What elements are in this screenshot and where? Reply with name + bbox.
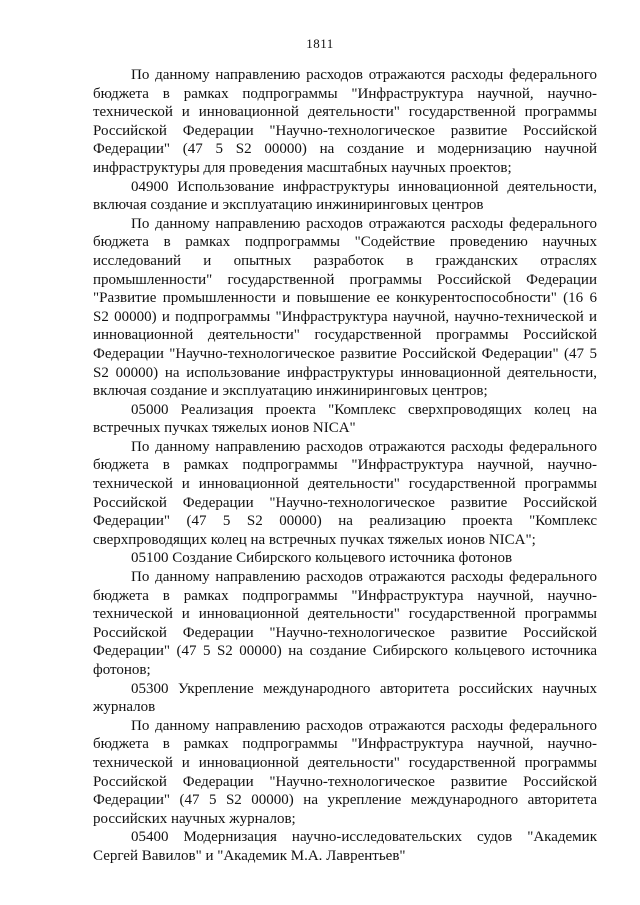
paragraph-description: По данному направлению расходов отражаются расходы федерального бюджета в рамках подпрограммы "Инфраструктура научной, научно-технической и инновационной деятельности" государственной программы Российской Федерации "Научно-технологическое развитие Российской Федерации" (47 5 S2 00000) на реализацию проекта "Комплекс сверхпроводящих колец на встречных пучках тяжелых ионов NICA"; <box>93 438 597 548</box>
paragraph-description: По данному направлению расходов отражаются расходы федерального бюджета в рамках подпрограммы "Инфраструктура научной, научно-технической и инновационной деятельности" государственной программы Российской Федерации "Научно-технологическое развитие Российской Федерации" (47 5 S2 00000) на создание Сибирского кольцевого источника фотонов; <box>93 569 597 678</box>
page-number: 1811 <box>306 36 334 51</box>
paragraph-heading-04900: 04900 Использование инфраструктуры инновационной деятельности, включая создание и эксплуатацию инжиниринговых центров <box>93 178 597 214</box>
paragraph-description: По данному направлению расходов отражаются расходы федерального бюджета в рамках подпрограммы "Содействие проведению научных исследований и опытных разработок в гражданских отраслях промышленности" государственной программы Российской Федерации "Развитие промышленности и повышение ее конкурентоспособности" (16 6 S2 00000) и подпрограммы "Инфраструктура научной, научно-технической и инновационной деятельности" государственной программы Российской Федерации "Научно-технологическое развитие Российской Федерации" (47 5 S2 00000) на использование инфраструктуры инновационной деятельности, включая создание и эксплуатацию инжиниринговых центров; <box>93 215 597 400</box>
paragraph-heading-05000: 05000 Реализация проекта "Комплекс сверхпроводящих колец на встречных пучках тяжелых ионов NICA" <box>93 401 597 437</box>
paragraph-description: По данному направлению расходов отражаются расходы федерального бюджета в рамках подпрограммы "Инфраструктура научной, научно-технической и инновационной деятельности" государственной программы Российской Федерации "Научно-технологическое развитие Российской Федерации" (47 5 S2 00000) на создание и модернизацию научной инфраструктуры для проведения масштабных научных проектов; <box>93 67 597 176</box>
paragraph-heading-05100: 05100 Создание Сибирского кольцевого источника фотонов <box>131 550 513 567</box>
document-body <box>93 66 597 866</box>
paragraph-description: По данному направлению расходов отражаются расходы федерального бюджета в рамках подпрограммы "Инфраструктура научной, научно-технической и инновационной деятельности" государственной программы Российской Федерации "Научно-технологическое развитие Российской Федерации" (47 5 S2 00000) на укрепление международного авторитета российских научных журналов; <box>93 717 597 827</box>
paragraph-heading-05400: 05400 Модернизация научно-исследовательских судов "Академик Сергей Вавилов" и "Академик М.А. Лаврентьев" <box>93 829 597 864</box>
paragraph-heading-05300: 05300 Укрепление международного авторитета российских научных журналов <box>93 680 597 716</box>
